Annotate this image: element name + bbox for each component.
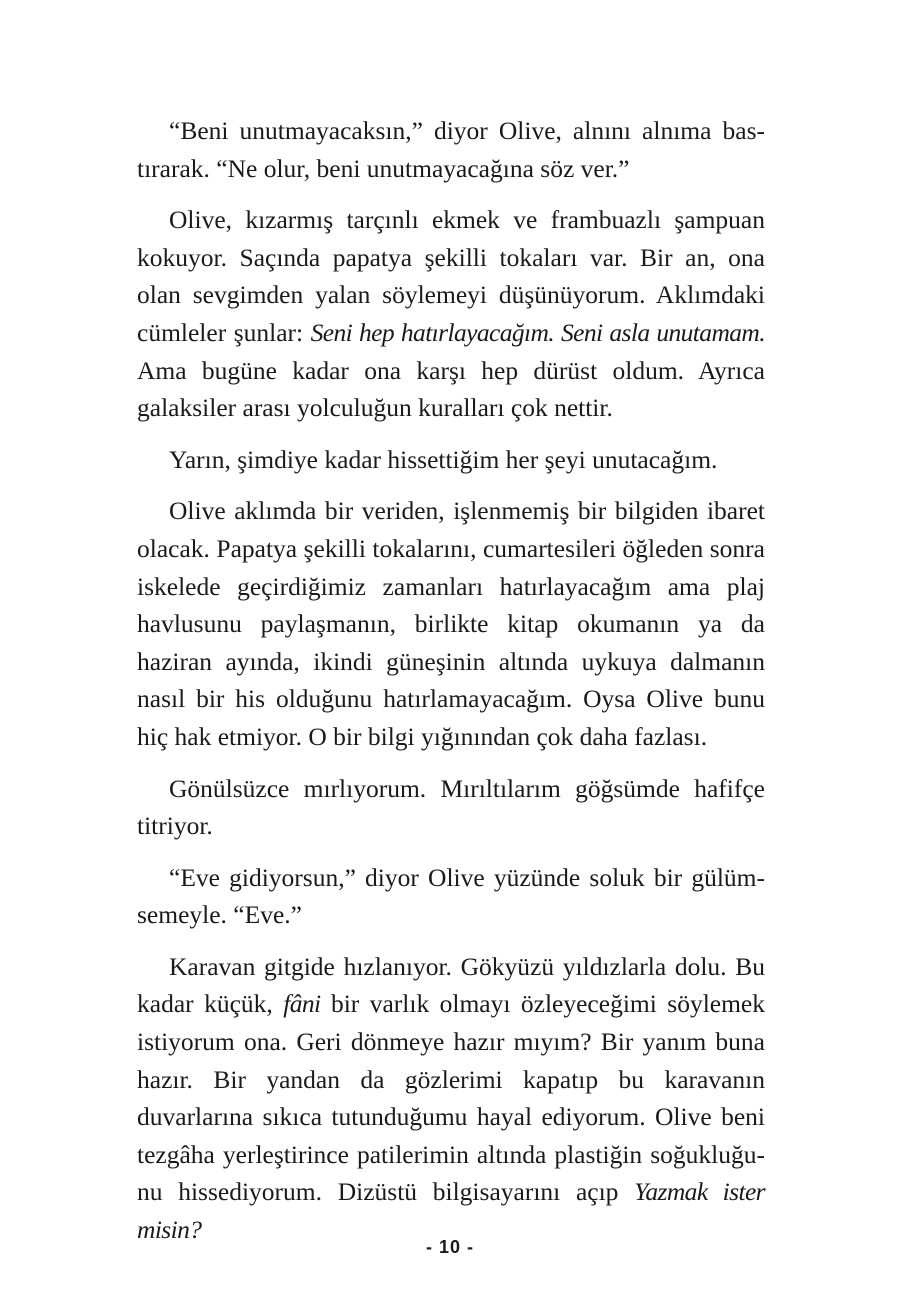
paragraph [137, 492, 765, 755]
paragraph [137, 201, 765, 427]
paragraph-text: Olive aklımda bir veriden, işlenmemiş bir bilgiden ibaret olacak. Papatya şekilli tokalarını, cumartesileri öğleden sonra iskelede geçirdiğimiz zamanları hatırlayacağım ama plaj havlusunu paylaşmanın, birlikte kitap okumanın ya da haziran ayında, ikindi güneşinin altında uykuya dalmanın nasıl bir his olduğunu hatırlamayacağım. Oysa Olive bunu hiç hak etmiyor. O bir bilgi yığınından çok daha fazlası. [137, 496, 765, 751]
paragraph-text: Karavan gitgide hızlanıyor. Gökyüzü yıldızlarla dolu. Bu kadar küçük, [137, 951, 765, 1019]
paragraph [137, 859, 765, 934]
paragraph-text: Gönülsüzce mırlıyorum. Mırıltılarım göğsümde hafifçe titriyor. [137, 773, 765, 841]
page-number: - 10 - [425, 1237, 474, 1257]
italic-thought-text: Seni hep hatırlayacağım. Seni asla unutamam. [310, 317, 765, 347]
italic-word: fâni [283, 989, 321, 1019]
paragraph [137, 948, 765, 1249]
paragraph-text: “Eve gidiyorsun,” diyor Olive yüzünde soluk bir gülümsemeyle. “Eve.” [137, 862, 765, 930]
paragraph-text: Ama bugüne kadar ona karşı hep dürüst oldum. Ayrıca galaksiler arası yolculuğun kuralları çok nettir. [137, 355, 765, 423]
paragraph-text: bir varlık olmayı özleyeceğimi söylemek istiyorum ona. Geri dönmeye hazır mıyım? Bir yanım buna hazır. Bir yandan da gözlerimi kapatıp bu karavanın duvarlarına sıkıca tutunduğumu hayal ediyorum. Olive beni tezgâha yerleştirince patilerimin altında plastiğin soğukluğunu hissediyorum. Dizüstü bilgisayarını açıp [137, 989, 765, 1207]
paragraph-text: “Beni unutmayacaksın,” diyor Olive, alnını alnıma bastırarak. “Ne olur, beni unutmayacağına söz ver.” [137, 116, 765, 183]
paragraph [137, 770, 765, 845]
paragraph-text: Yarın, şimdiye kadar hissettiğim her şeyi unutacağım. [169, 444, 718, 474]
paragraph [137, 441, 765, 479]
paragraph [137, 112, 765, 187]
paragraph-text: Olive, kızarmış tarçınlı ekmek ve frambuazlı şampuan kokuyor. Saçında papatya şekilli tokaları var. Bir an, ona olan sevgimden yalan söylemeyi düşünüyorum. Aklımdaki cümleler şunlar: [137, 205, 765, 347]
italic-prompt-text: Yazmak ister misin? [137, 1177, 765, 1245]
book-page-body [137, 112, 765, 1263]
